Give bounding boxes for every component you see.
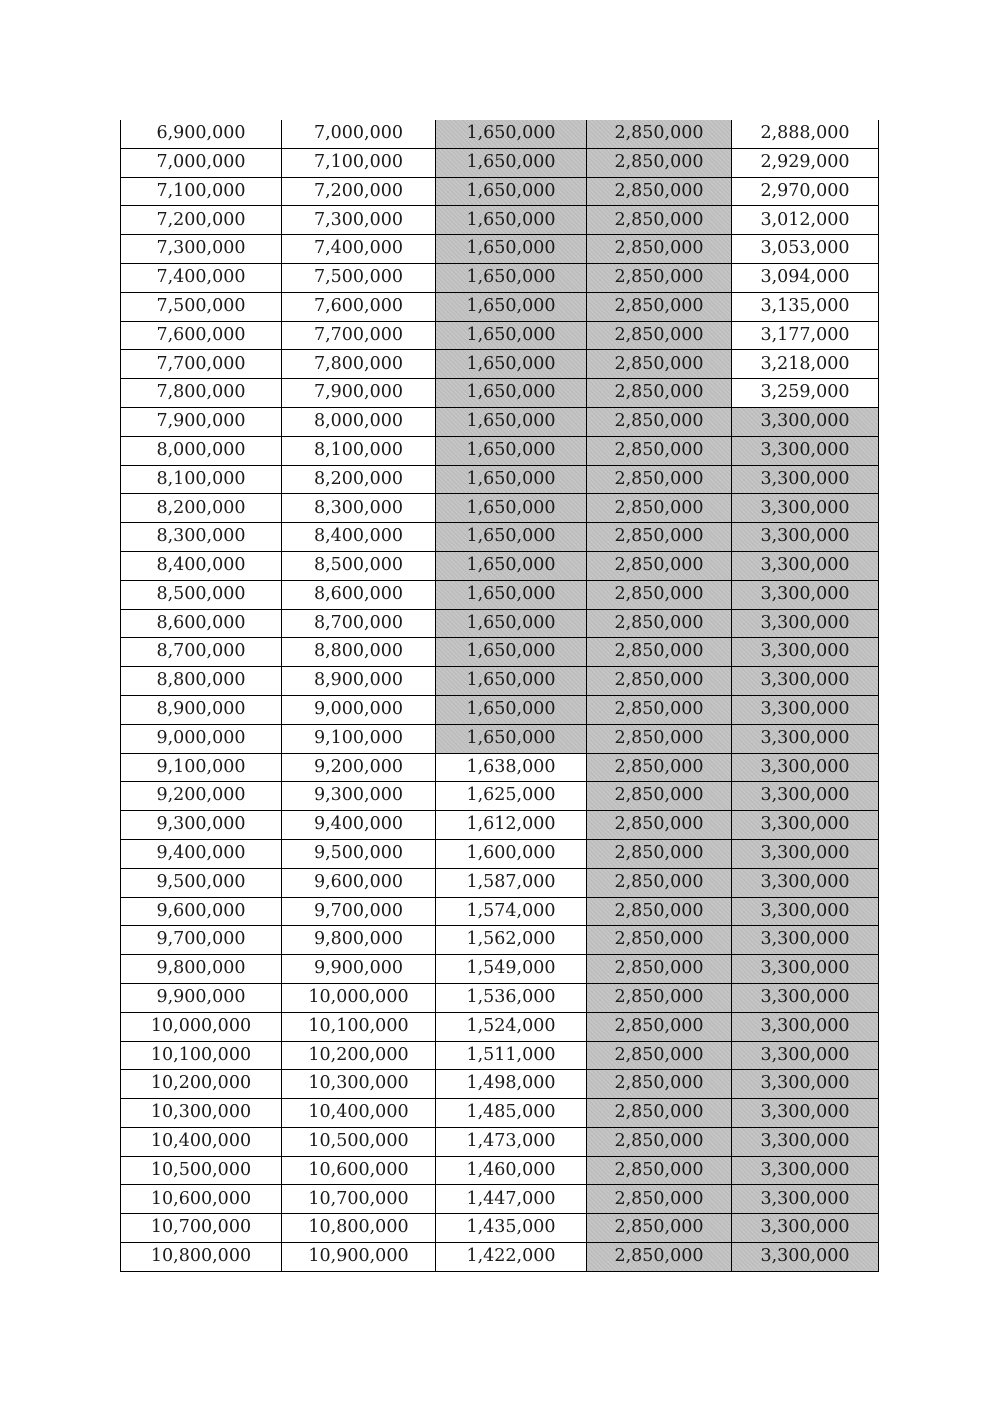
table-body bbox=[121, 120, 879, 1271]
amount-cell: 1,650,000 bbox=[436, 379, 587, 408]
total-amount-cell: 3,300,000 bbox=[732, 1185, 879, 1214]
total-amount-cell: 2,970,000 bbox=[732, 177, 879, 206]
table-row bbox=[121, 379, 879, 408]
amount-cell: 1,650,000 bbox=[436, 148, 587, 177]
upper-bound-cell: 9,100,000 bbox=[282, 724, 436, 753]
table-row bbox=[121, 811, 879, 840]
lower-bound-cell: 7,100,000 bbox=[121, 177, 282, 206]
lower-bound-cell: 8,800,000 bbox=[121, 667, 282, 696]
total-amount-cell: 3,300,000 bbox=[732, 1099, 879, 1128]
amount-cell: 1,536,000 bbox=[436, 983, 587, 1012]
amount-cell: 1,650,000 bbox=[436, 695, 587, 724]
total-amount-cell: 3,300,000 bbox=[732, 926, 879, 955]
lower-bound-cell: 9,100,000 bbox=[121, 753, 282, 782]
lower-bound-cell: 9,800,000 bbox=[121, 955, 282, 984]
upper-bound-cell: 8,400,000 bbox=[282, 523, 436, 552]
amount-cell: 1,650,000 bbox=[436, 292, 587, 321]
upper-bound-cell: 10,700,000 bbox=[282, 1185, 436, 1214]
table-row bbox=[121, 407, 879, 436]
table-row bbox=[121, 753, 879, 782]
amount-cell: 1,650,000 bbox=[436, 120, 587, 148]
total-amount-cell: 3,300,000 bbox=[732, 638, 879, 667]
upper-bound-cell: 8,900,000 bbox=[282, 667, 436, 696]
table-row bbox=[121, 1185, 879, 1214]
total-amount-cell: 3,300,000 bbox=[732, 811, 879, 840]
amount-cell: 1,650,000 bbox=[436, 177, 587, 206]
table-row bbox=[121, 638, 879, 667]
max-amount-cell: 2,850,000 bbox=[587, 1156, 732, 1185]
upper-bound-cell: 8,300,000 bbox=[282, 494, 436, 523]
max-amount-cell: 2,850,000 bbox=[587, 148, 732, 177]
max-amount-cell: 2,850,000 bbox=[587, 379, 732, 408]
table-row bbox=[121, 609, 879, 638]
total-amount-cell: 3,300,000 bbox=[732, 551, 879, 580]
lower-bound-cell: 8,300,000 bbox=[121, 523, 282, 552]
table-row bbox=[121, 350, 879, 379]
amount-cell: 1,435,000 bbox=[436, 1214, 587, 1243]
table-row bbox=[121, 897, 879, 926]
table-row bbox=[121, 120, 879, 148]
table-row bbox=[121, 465, 879, 494]
max-amount-cell: 2,850,000 bbox=[587, 292, 732, 321]
table-row bbox=[121, 1243, 879, 1272]
upper-bound-cell: 9,000,000 bbox=[282, 695, 436, 724]
lower-bound-cell: 7,400,000 bbox=[121, 263, 282, 292]
upper-bound-cell: 10,900,000 bbox=[282, 1243, 436, 1272]
upper-bound-cell: 9,400,000 bbox=[282, 811, 436, 840]
upper-bound-cell: 7,300,000 bbox=[282, 206, 436, 235]
upper-bound-cell: 7,200,000 bbox=[282, 177, 436, 206]
lower-bound-cell: 10,800,000 bbox=[121, 1243, 282, 1272]
max-amount-cell: 2,850,000 bbox=[587, 1012, 732, 1041]
lower-bound-cell: 7,900,000 bbox=[121, 407, 282, 436]
amount-cell: 1,524,000 bbox=[436, 1012, 587, 1041]
table-row bbox=[121, 1214, 879, 1243]
lower-bound-cell: 9,000,000 bbox=[121, 724, 282, 753]
amount-cell: 1,612,000 bbox=[436, 811, 587, 840]
upper-bound-cell: 10,400,000 bbox=[282, 1099, 436, 1128]
upper-bound-cell: 10,800,000 bbox=[282, 1214, 436, 1243]
lower-bound-cell: 10,200,000 bbox=[121, 1070, 282, 1099]
table-row bbox=[121, 263, 879, 292]
amount-cell: 1,650,000 bbox=[436, 321, 587, 350]
max-amount-cell: 2,850,000 bbox=[587, 436, 732, 465]
max-amount-cell: 2,850,000 bbox=[587, 753, 732, 782]
upper-bound-cell: 7,400,000 bbox=[282, 235, 436, 264]
total-amount-cell: 3,300,000 bbox=[732, 868, 879, 897]
lower-bound-cell: 7,500,000 bbox=[121, 292, 282, 321]
upper-bound-cell: 7,700,000 bbox=[282, 321, 436, 350]
max-amount-cell: 2,850,000 bbox=[587, 1099, 732, 1128]
total-amount-cell: 3,300,000 bbox=[732, 753, 879, 782]
amount-cell: 1,650,000 bbox=[436, 667, 587, 696]
table-row bbox=[121, 955, 879, 984]
upper-bound-cell: 7,800,000 bbox=[282, 350, 436, 379]
lower-bound-cell: 8,600,000 bbox=[121, 609, 282, 638]
amount-cell: 1,650,000 bbox=[436, 407, 587, 436]
lower-bound-cell: 10,100,000 bbox=[121, 1041, 282, 1070]
total-amount-cell: 3,259,000 bbox=[732, 379, 879, 408]
max-amount-cell: 2,850,000 bbox=[587, 1214, 732, 1243]
lower-bound-cell: 10,500,000 bbox=[121, 1156, 282, 1185]
lower-bound-cell: 8,000,000 bbox=[121, 436, 282, 465]
upper-bound-cell: 9,200,000 bbox=[282, 753, 436, 782]
table-row bbox=[121, 724, 879, 753]
table-row bbox=[121, 1099, 879, 1128]
max-amount-cell: 2,850,000 bbox=[587, 926, 732, 955]
max-amount-cell: 2,850,000 bbox=[587, 235, 732, 264]
lower-bound-cell: 9,300,000 bbox=[121, 811, 282, 840]
table-row bbox=[121, 782, 879, 811]
max-amount-cell: 2,850,000 bbox=[587, 638, 732, 667]
lower-bound-cell: 10,700,000 bbox=[121, 1214, 282, 1243]
table-row bbox=[121, 1070, 879, 1099]
lower-bound-cell: 7,200,000 bbox=[121, 206, 282, 235]
total-amount-cell: 3,300,000 bbox=[732, 1214, 879, 1243]
lower-bound-cell: 10,300,000 bbox=[121, 1099, 282, 1128]
max-amount-cell: 2,850,000 bbox=[587, 811, 732, 840]
total-amount-cell: 3,300,000 bbox=[732, 1012, 879, 1041]
amount-cell: 1,511,000 bbox=[436, 1041, 587, 1070]
upper-bound-cell: 7,100,000 bbox=[282, 148, 436, 177]
amount-cell: 1,625,000 bbox=[436, 782, 587, 811]
table-row bbox=[121, 695, 879, 724]
total-amount-cell: 3,300,000 bbox=[732, 1243, 879, 1272]
lower-bound-cell: 8,500,000 bbox=[121, 580, 282, 609]
max-amount-cell: 2,850,000 bbox=[587, 897, 732, 926]
total-amount-cell: 3,300,000 bbox=[732, 724, 879, 753]
total-amount-cell: 3,300,000 bbox=[732, 955, 879, 984]
lower-bound-cell: 7,000,000 bbox=[121, 148, 282, 177]
lower-bound-cell: 7,800,000 bbox=[121, 379, 282, 408]
amount-cell: 1,650,000 bbox=[436, 523, 587, 552]
max-amount-cell: 2,850,000 bbox=[587, 1127, 732, 1156]
lower-bound-cell: 9,900,000 bbox=[121, 983, 282, 1012]
lower-bound-cell: 6,900,000 bbox=[121, 120, 282, 148]
total-amount-cell: 3,012,000 bbox=[732, 206, 879, 235]
max-amount-cell: 2,850,000 bbox=[587, 695, 732, 724]
table-row bbox=[121, 177, 879, 206]
lower-bound-cell: 8,100,000 bbox=[121, 465, 282, 494]
lower-bound-cell: 10,600,000 bbox=[121, 1185, 282, 1214]
amount-cell: 1,650,000 bbox=[436, 235, 587, 264]
max-amount-cell: 2,850,000 bbox=[587, 1185, 732, 1214]
table-row bbox=[121, 580, 879, 609]
upper-bound-cell: 9,500,000 bbox=[282, 839, 436, 868]
amount-cell: 1,549,000 bbox=[436, 955, 587, 984]
amount-cell: 1,650,000 bbox=[436, 350, 587, 379]
amount-cell: 1,638,000 bbox=[436, 753, 587, 782]
table-row bbox=[121, 926, 879, 955]
upper-bound-cell: 9,700,000 bbox=[282, 897, 436, 926]
table-row bbox=[121, 235, 879, 264]
amount-cell: 1,562,000 bbox=[436, 926, 587, 955]
lower-bound-cell: 8,900,000 bbox=[121, 695, 282, 724]
max-amount-cell: 2,850,000 bbox=[587, 839, 732, 868]
total-amount-cell: 3,300,000 bbox=[732, 407, 879, 436]
upper-bound-cell: 10,100,000 bbox=[282, 1012, 436, 1041]
total-amount-cell: 3,300,000 bbox=[732, 782, 879, 811]
total-amount-cell: 2,888,000 bbox=[732, 120, 879, 148]
upper-bound-cell: 8,000,000 bbox=[282, 407, 436, 436]
table-row bbox=[121, 206, 879, 235]
total-amount-cell: 3,300,000 bbox=[732, 839, 879, 868]
max-amount-cell: 2,850,000 bbox=[587, 177, 732, 206]
table-row bbox=[121, 1041, 879, 1070]
upper-bound-cell: 10,200,000 bbox=[282, 1041, 436, 1070]
total-amount-cell: 3,300,000 bbox=[732, 436, 879, 465]
total-amount-cell: 3,300,000 bbox=[732, 983, 879, 1012]
max-amount-cell: 2,850,000 bbox=[587, 407, 732, 436]
total-amount-cell: 3,135,000 bbox=[732, 292, 879, 321]
lower-bound-cell: 9,600,000 bbox=[121, 897, 282, 926]
amount-cell: 1,600,000 bbox=[436, 839, 587, 868]
max-amount-cell: 2,850,000 bbox=[587, 551, 732, 580]
upper-bound-cell: 7,900,000 bbox=[282, 379, 436, 408]
max-amount-cell: 2,850,000 bbox=[587, 494, 732, 523]
table-row bbox=[121, 868, 879, 897]
lower-bound-cell: 9,400,000 bbox=[121, 839, 282, 868]
total-amount-cell: 3,300,000 bbox=[732, 1070, 879, 1099]
amount-cell: 1,650,000 bbox=[436, 609, 587, 638]
lower-bound-cell: 8,400,000 bbox=[121, 551, 282, 580]
table-row bbox=[121, 292, 879, 321]
table-row bbox=[121, 523, 879, 552]
upper-bound-cell: 7,500,000 bbox=[282, 263, 436, 292]
data-table bbox=[120, 120, 879, 1272]
table-row bbox=[121, 148, 879, 177]
table-row bbox=[121, 1127, 879, 1156]
total-amount-cell: 3,218,000 bbox=[732, 350, 879, 379]
max-amount-cell: 2,850,000 bbox=[587, 868, 732, 897]
amount-cell: 1,574,000 bbox=[436, 897, 587, 926]
lower-bound-cell: 7,600,000 bbox=[121, 321, 282, 350]
total-amount-cell: 3,053,000 bbox=[732, 235, 879, 264]
upper-bound-cell: 10,500,000 bbox=[282, 1127, 436, 1156]
amount-cell: 1,485,000 bbox=[436, 1099, 587, 1128]
total-amount-cell: 2,929,000 bbox=[732, 148, 879, 177]
max-amount-cell: 2,850,000 bbox=[587, 983, 732, 1012]
upper-bound-cell: 8,200,000 bbox=[282, 465, 436, 494]
upper-bound-cell: 9,300,000 bbox=[282, 782, 436, 811]
max-amount-cell: 2,850,000 bbox=[587, 206, 732, 235]
upper-bound-cell: 8,500,000 bbox=[282, 551, 436, 580]
upper-bound-cell: 10,300,000 bbox=[282, 1070, 436, 1099]
upper-bound-cell: 8,800,000 bbox=[282, 638, 436, 667]
lower-bound-cell: 10,400,000 bbox=[121, 1127, 282, 1156]
amount-cell: 1,650,000 bbox=[436, 724, 587, 753]
upper-bound-cell: 9,600,000 bbox=[282, 868, 436, 897]
lower-bound-cell: 8,700,000 bbox=[121, 638, 282, 667]
amount-cell: 1,422,000 bbox=[436, 1243, 587, 1272]
table-row bbox=[121, 436, 879, 465]
upper-bound-cell: 10,600,000 bbox=[282, 1156, 436, 1185]
lower-bound-cell: 9,200,000 bbox=[121, 782, 282, 811]
amount-cell: 1,650,000 bbox=[436, 580, 587, 609]
total-amount-cell: 3,300,000 bbox=[732, 1127, 879, 1156]
total-amount-cell: 3,300,000 bbox=[732, 609, 879, 638]
table-row bbox=[121, 667, 879, 696]
max-amount-cell: 2,850,000 bbox=[587, 523, 732, 552]
max-amount-cell: 2,850,000 bbox=[587, 782, 732, 811]
lower-bound-cell: 9,500,000 bbox=[121, 868, 282, 897]
total-amount-cell: 3,300,000 bbox=[732, 1041, 879, 1070]
amount-cell: 1,650,000 bbox=[436, 494, 587, 523]
amount-cell: 1,460,000 bbox=[436, 1156, 587, 1185]
table-row bbox=[121, 1012, 879, 1041]
total-amount-cell: 3,300,000 bbox=[732, 494, 879, 523]
lower-bound-cell: 9,700,000 bbox=[121, 926, 282, 955]
amount-cell: 1,473,000 bbox=[436, 1127, 587, 1156]
upper-bound-cell: 8,600,000 bbox=[282, 580, 436, 609]
total-amount-cell: 3,300,000 bbox=[732, 465, 879, 494]
total-amount-cell: 3,300,000 bbox=[732, 667, 879, 696]
total-amount-cell: 3,300,000 bbox=[732, 523, 879, 552]
max-amount-cell: 2,850,000 bbox=[587, 120, 732, 148]
lower-bound-cell: 7,700,000 bbox=[121, 350, 282, 379]
max-amount-cell: 2,850,000 bbox=[587, 724, 732, 753]
max-amount-cell: 2,850,000 bbox=[587, 1243, 732, 1272]
max-amount-cell: 2,850,000 bbox=[587, 667, 732, 696]
amount-cell: 1,447,000 bbox=[436, 1185, 587, 1214]
amount-cell: 1,587,000 bbox=[436, 868, 587, 897]
total-amount-cell: 3,300,000 bbox=[732, 1156, 879, 1185]
upper-bound-cell: 8,700,000 bbox=[282, 609, 436, 638]
max-amount-cell: 2,850,000 bbox=[587, 1070, 732, 1099]
total-amount-cell: 3,300,000 bbox=[732, 580, 879, 609]
amount-cell: 1,650,000 bbox=[436, 638, 587, 667]
amount-cell: 1,650,000 bbox=[436, 206, 587, 235]
max-amount-cell: 2,850,000 bbox=[587, 263, 732, 292]
max-amount-cell: 2,850,000 bbox=[587, 465, 732, 494]
amount-cell: 1,650,000 bbox=[436, 263, 587, 292]
table-row bbox=[121, 321, 879, 350]
max-amount-cell: 2,850,000 bbox=[587, 1041, 732, 1070]
table-row bbox=[121, 839, 879, 868]
total-amount-cell: 3,300,000 bbox=[732, 695, 879, 724]
upper-bound-cell: 7,600,000 bbox=[282, 292, 436, 321]
amount-cell: 1,498,000 bbox=[436, 1070, 587, 1099]
lower-bound-cell: 8,200,000 bbox=[121, 494, 282, 523]
upper-bound-cell: 10,000,000 bbox=[282, 983, 436, 1012]
upper-bound-cell: 7,000,000 bbox=[282, 120, 436, 148]
max-amount-cell: 2,850,000 bbox=[587, 609, 732, 638]
max-amount-cell: 2,850,000 bbox=[587, 955, 732, 984]
lower-bound-cell: 10,000,000 bbox=[121, 1012, 282, 1041]
max-amount-cell: 2,850,000 bbox=[587, 321, 732, 350]
max-amount-cell: 2,850,000 bbox=[587, 350, 732, 379]
upper-bound-cell: 9,900,000 bbox=[282, 955, 436, 984]
table-row bbox=[121, 983, 879, 1012]
amount-cell: 1,650,000 bbox=[436, 436, 587, 465]
table-row bbox=[121, 1156, 879, 1185]
total-amount-cell: 3,094,000 bbox=[732, 263, 879, 292]
total-amount-cell: 3,177,000 bbox=[732, 321, 879, 350]
table-row bbox=[121, 494, 879, 523]
amount-cell: 1,650,000 bbox=[436, 465, 587, 494]
total-amount-cell: 3,300,000 bbox=[732, 897, 879, 926]
upper-bound-cell: 8,100,000 bbox=[282, 436, 436, 465]
max-amount-cell: 2,850,000 bbox=[587, 580, 732, 609]
table-row bbox=[121, 551, 879, 580]
lower-bound-cell: 7,300,000 bbox=[121, 235, 282, 264]
upper-bound-cell: 9,800,000 bbox=[282, 926, 436, 955]
amount-cell: 1,650,000 bbox=[436, 551, 587, 580]
